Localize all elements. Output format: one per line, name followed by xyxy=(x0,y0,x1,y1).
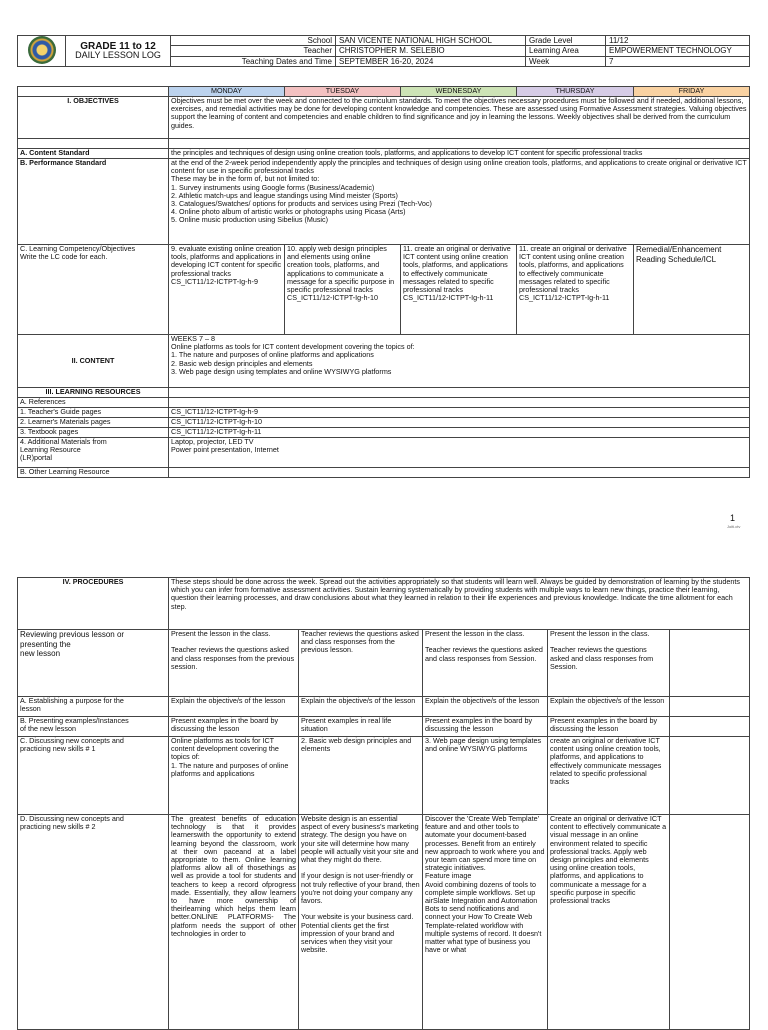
teaching-dates-value: SEPTEMBER 16-20, 2024 xyxy=(336,56,526,66)
textbook-label: 3. Textbook pages xyxy=(18,428,169,438)
reviewing-friday xyxy=(670,630,750,697)
discussing-1-monday: Online platforms as tools for ICT content development covering the topics of: 1. The nature and purposes of online platforms and applications xyxy=(169,737,299,815)
school-label: School xyxy=(171,36,336,46)
header-table xyxy=(17,35,750,67)
discussing-2-label: D. Discussing new concepts and practicing new skills # 2 xyxy=(18,815,169,1030)
establishing-thursday: Explain the objective/s of the lesson xyxy=(548,697,670,717)
week-value: 7 xyxy=(606,56,750,66)
reviewing-monday: Present the lesson in the class. Teacher reviews the questions asked and class responses from the previous session. xyxy=(169,630,299,697)
presenting-wednesday: Present examples in the board by discussing the lesson xyxy=(423,717,548,737)
teachers-guide-value: CS_ICT11/12-ICTPT-Ig-h-9 xyxy=(169,408,750,418)
competency-wednesday: 11. create an original or derivative ICT content using online creation tools, platforms, and applications to effectively communicate messages related to specific professional tracks CS_ICT11/12-ICTPT-Ig-h-11 xyxy=(401,245,517,335)
performance-standard-label: B. Performance Standard xyxy=(18,159,169,245)
grade-level-label: Grade Level xyxy=(526,36,606,46)
other-resource-blank xyxy=(169,468,750,478)
reviewing-thursday: Present the lesson in the class. Teacher reviews the questions asked and class responses from Session. xyxy=(548,630,670,697)
objectives-label: I. OBJECTIVES xyxy=(18,97,169,139)
discussing-1-friday xyxy=(670,737,750,815)
school-seal xyxy=(18,36,66,67)
content-standard-text: the principles and techniques of design using online creation tools, platforms, and applications to develop ICT content for specific professional tracks xyxy=(169,149,750,159)
blank-corner xyxy=(18,87,169,97)
discussing-2-friday xyxy=(670,815,750,1030)
performance-standard-text: at the end of the 2-week period independently apply the principles and techniques of design using online creation tools, platforms, and applications to create original or derivative ICT content for use in specific professional tracks These may be in the form of, but not limited to: 1. Survey instruments using Google forms (Business/Academic) 2. Athletic match-ups and league standings using Mind meister (Sports) 3. Catalogues/Swatches/ options for products and services using Prezi (Tech-Voc) 4. Online photo album of artistic works or photographs using Picasa (Arts) 5. Online music production using Sibelius (Music) xyxy=(169,159,750,245)
competency-tuesday: 10. apply web design principles and elements using online creation tools, platforms, and applications to communicate a message for a specific purpose in specific professional tracks CS_ICT11/12-ICTPT-Ig-h-10 xyxy=(285,245,401,335)
content-standard-label: A. Content Standard xyxy=(18,149,169,159)
title-grade: GRADE 11 to 12 xyxy=(80,41,156,52)
teachers-guide-label: 1. Teacher's Guide pages xyxy=(18,408,169,418)
day-tuesday: TUESDAY xyxy=(285,87,401,97)
learning-area-value: EMPOWERMENT TECHNOLOGY xyxy=(606,46,750,56)
learning-area-label: Learning Area xyxy=(526,46,606,56)
competency-monday: 9. evaluate existing online creation tools, platforms and applications in developing ICT content for specific professional tracks CS_ICT11/12-ICTPT-Ig-h-9 xyxy=(169,245,285,335)
reviewing-wednesday: Present the lesson in the class. Teacher reviews the questions asked and class responses from Session. xyxy=(423,630,548,697)
discussing-2-monday: The greatest benefits of education technology is that it provides learnerswith the opportunity to extend learning beyond the classroom, work at their own paceand at a label appropriate to them. Online learning platforms allow all of thosethings as well as provide a tool for students and teachers to keep a record ofprogress made. Essentially, they allow learners to have more ownership of theirlearning which helps them learn better.ONLINE PLATFORMS- The platform needs the support of other technologies in order to xyxy=(169,815,299,1030)
establishing-label: A. Establishing a purpose for the lesson xyxy=(18,697,169,717)
discussing-2-tuesday: Website design is an essential aspect of every business's marketing strategy. The design you have on your site will determine how many people will actually visit your site and what they might do there. If your design is not user-friendly or not truly reflective of your brand, then you're not doing your company any favors. Your website is your business card. Potential clients get the first impression of your brand and services when they visit your website. xyxy=(299,815,423,1030)
week-label: Week xyxy=(526,56,606,66)
competency-friday: Remedial/Enhancement Reading Schedule/ICL xyxy=(634,245,750,335)
blank-row-label xyxy=(18,139,169,149)
additional-materials-value: Laptop, projector, LED TV Power point presentation, Internet xyxy=(169,438,750,468)
discussing-1-wednesday: 3. Web page design using templates and online WYSIWYG platforms xyxy=(423,737,548,815)
grade-level-value: 11/12 xyxy=(606,36,750,46)
competency-label: C. Learning Competency/Objectives Write the LC code for each. xyxy=(18,245,169,335)
content-text: WEEKS 7 – 8 Online platforms as tools for ICT content development covering the topics of: 1. The nature and purposes of online platforms and applications 2. Basic web design principles and elements 3. Web page design using templates and online WYSIWYG platforms xyxy=(169,335,750,388)
day-wednesday: WEDNESDAY xyxy=(401,87,517,97)
presenting-monday: Present examples in the board by discussing the lesson xyxy=(169,717,299,737)
learning-resources-label: III. LEARNING RESOURCES xyxy=(18,388,169,398)
references-blank xyxy=(169,398,750,408)
discussing-1-label: C. Discussing new concepts and practicing new skills # 1 xyxy=(18,737,169,815)
deped-seal-icon xyxy=(28,36,56,64)
teaching-dates-label: Teaching Dates and Time xyxy=(171,56,336,66)
procedures-label: IV. PROCEDURES xyxy=(18,578,169,630)
presenting-friday xyxy=(670,717,750,737)
presenting-tuesday: Present examples in real life situation xyxy=(299,717,423,737)
school-value: SAN VICENTE NATIONAL HIGH SCHOOL xyxy=(336,36,526,46)
textbook-value: CS_ICT11/12-ICTPT-Ig-h-11 xyxy=(169,428,750,438)
learners-materials-value: CS_ICT11/12-ICTPT-Ig-h-10 xyxy=(169,418,750,428)
establishing-monday: Explain the objective/s of the lesson xyxy=(169,697,299,717)
page-number: 1 xyxy=(730,513,736,523)
competency-thursday: 11. create an original or derivative ICT content using online creation tools, platforms, and applications to effectively communicate messages related to specific professional tracks CS_ICT11/12-ICTPT-Ig-h-11 xyxy=(517,245,634,335)
page-footer-note: Joiti.ctv xyxy=(727,524,741,529)
establishing-tuesday: Explain the objective/s of the lesson xyxy=(299,697,423,717)
lesson-table-1 xyxy=(17,86,750,478)
discussing-2-thursday: Create an original or derivative ICT content to effectively communicate a visual message in an online environment related to specific professional tracks. Apply web design principles and elements using online creation tools, platforms, and applications to communicate a message for a specific purpose in specific professional tracks xyxy=(548,815,670,1030)
additional-materials-label: 4. Additional Materials from Learning Resource (LR)portal xyxy=(18,438,169,468)
day-monday: MONDAY xyxy=(169,87,285,97)
discussing-1-thursday: create an original or derivative ICT content using online creation tools, platforms, and applications to effectively communicate messages related to specific professional tracks xyxy=(548,737,670,815)
teacher-value: CHRISTOPHER M. SELEBIO xyxy=(336,46,526,56)
day-friday: FRIDAY xyxy=(634,87,750,97)
day-thursday: THURSDAY xyxy=(517,87,634,97)
learners-materials-label: 2. Learner's Materials pages xyxy=(18,418,169,428)
reviewing-label: Reviewing previous lesson or presenting the new lesson xyxy=(18,630,169,697)
discussing-1-tuesday: 2. Basic web design principles and elements xyxy=(299,737,423,815)
content-label: II. CONTENT xyxy=(18,335,169,388)
title-daily-lesson-log: DAILY LESSON LOG xyxy=(75,50,161,60)
references-label: A. References xyxy=(18,398,169,408)
presenting-label: B. Presenting examples/Instances of the new lesson xyxy=(18,717,169,737)
teacher-label: Teacher xyxy=(171,46,336,56)
blank-row xyxy=(169,139,750,149)
establishing-friday xyxy=(670,697,750,717)
presenting-thursday: Present examples in the board by discussing the lesson xyxy=(548,717,670,737)
discussing-2-wednesday: Discover the 'Create Web Template' feature and and other tools to automate your document-based processes. Benefit from an entirely new approach to work where you and your team can spend more time on strategic initiatives. Feature image Avoid combining dozens of tools to complete simple workflows. Set up airSlate Integration and Automation Bots to send notifications and connect your How To Create Web Template-related workflow with multiple systems of record. It doesn't matter what type of business you have or what xyxy=(423,815,548,1030)
learning-resources-blank xyxy=(169,388,750,398)
procedures-text: These steps should be done across the week. Spread out the activities appropriately so that students will learn well. Always be guided by demonstration of learning by the students which you can infer from formative assessment activities. Sustain learning systematically by providing students with multiple ways to learn new things, practice their learning, question their learning processes, and draw conclusions about what they learned in relation to their life experiences and previous knowledge. Indicate the time allotment for each step. xyxy=(169,578,750,630)
lesson-table-2 xyxy=(17,577,750,1030)
establishing-wednesday: Explain the objective/s of the lesson xyxy=(423,697,548,717)
log-title xyxy=(66,36,171,67)
objectives-text: Objectives must be met over the week and connected to the curriculum standards. To meet the objectives necessary procedures must be followed and if needed, additional lessons, exercises, and remedial activities may be done for developing content knowledge and competencies. These are assessed using Formative Assessment strategies. Valuing objectives support the learning of content and competencies and enable children to find significance and joy in learning the lessons. Weekly objectives shall be derived from the curriculum guides. xyxy=(169,97,750,139)
reviewing-tuesday: Teacher reviews the questions asked and class responses from the previous lesson. xyxy=(299,630,423,697)
other-resource-label: B. Other Learning Resource xyxy=(18,468,169,478)
